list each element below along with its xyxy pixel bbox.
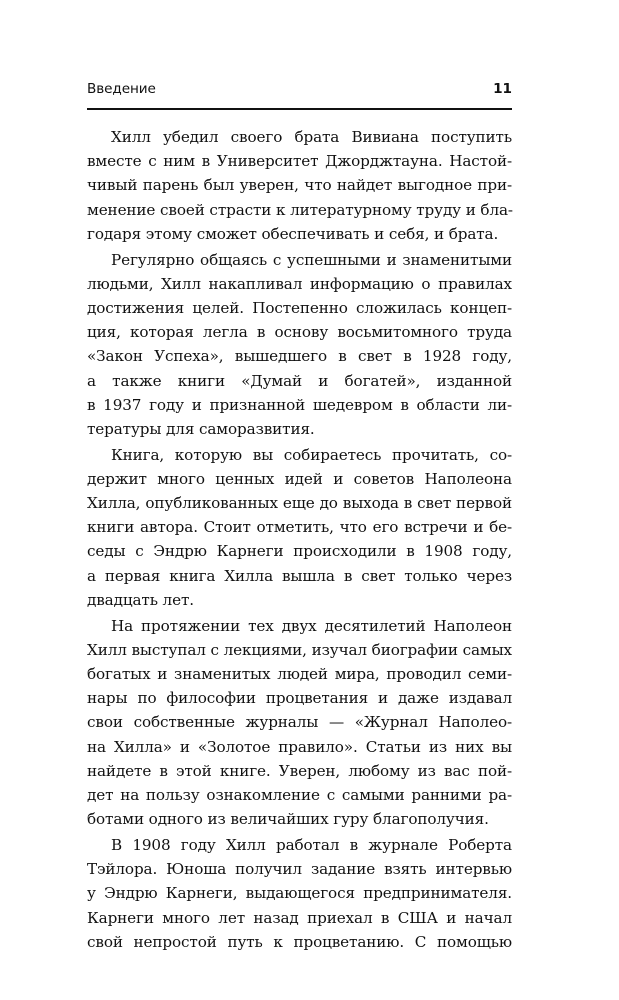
text-line: людьми, Хилл накапливал информацию о правилах [87,274,512,293]
text-line: на Хилла» и «Золотое правило». Статьи из них вы [87,737,512,756]
text-line: В 1908 году Хилл работал в журнале Роберта [111,835,512,854]
text-line: Книга, которую вы собираетесь прочитать, со- [111,445,512,464]
paragraph [87,614,512,832]
text-line: вместе с ним в Университет Джорджтауна. Настой- [87,152,512,171]
text-line: двадцать лет. [87,590,194,609]
paragraph [87,125,512,246]
text-line: нары по философии процветания и даже издавал [87,689,512,708]
text-line: Хилл выступал с лекциями, изучал биографии самых [87,640,513,659]
text-line: тературы для саморазвития. [87,419,315,438]
text-line: свои собственные журналы — «Журнал Наполео- [87,713,512,732]
text-line: Хилл убедил своего брата Вивиана поступить [111,128,512,146]
text-line: чивый парень был уверен, что найдет выгодное при- [87,176,512,195]
paragraph [87,248,512,442]
paragraph [87,833,512,954]
text-line: ботами одного из величайших гуру благополучия. [87,810,489,829]
text-line: богатых и знаменитых людей мира, проводил семи- [87,664,512,683]
text-line: седы с Эндрю Карнеги происходили в 1908 году, [87,542,512,561]
text-line: дет на пользу ознакомление с самыми ранними ра- [87,785,512,804]
text-line: а первая книга Хилла вышла в свет только через [87,566,512,585]
text-line: Хилла, опубликованных еще до выхода в свет первой [87,494,512,513]
body-text [87,125,512,955]
text-line: годаря этому сможет обеспечивать и себя, и брата. [87,224,499,243]
text-line: ция, которая легла в основу восьмитомного труда [87,323,512,342]
text-line: «Закон Успеха», вышедшего в свет в 1928 году, [87,347,512,366]
text-line: найдете в этой книге. Уверен, любому из вас пой- [87,761,512,780]
text-line: Тэйлора. Юноша получил задание взять интервью [87,860,512,879]
text-line: На протяжении тех двух десятилетий Наполеон [111,616,512,635]
page-header [87,78,512,110]
text-line: книги автора. Стоит отметить, что его встречи и бе- [87,518,512,537]
running-head: Введение [87,81,156,97]
text-line: свой непростой путь к процветанию. С помощью [87,932,512,951]
text-line: а также книги «Думай и богатей», изданной [87,371,512,390]
text-line: держит много ценных идей и советов Наполеона [87,469,512,488]
text-line: у Эндрю Карнеги, выдающегося предпринимателя. [87,884,512,903]
text-line: в 1937 году и признанной шедевром в области ли- [87,395,512,414]
text-line: Регулярно общаясь с успешными и знаменитыми [111,250,512,269]
text-line: достижения целей. Постепенно сложилась концеп- [87,298,512,317]
paragraph [87,443,512,612]
text-line: Карнеги много лет назад приехал в США и начал [87,908,512,927]
page-number: 11 [493,81,512,97]
text-line: менение своей страсти к литературному труду и бла- [87,200,513,219]
